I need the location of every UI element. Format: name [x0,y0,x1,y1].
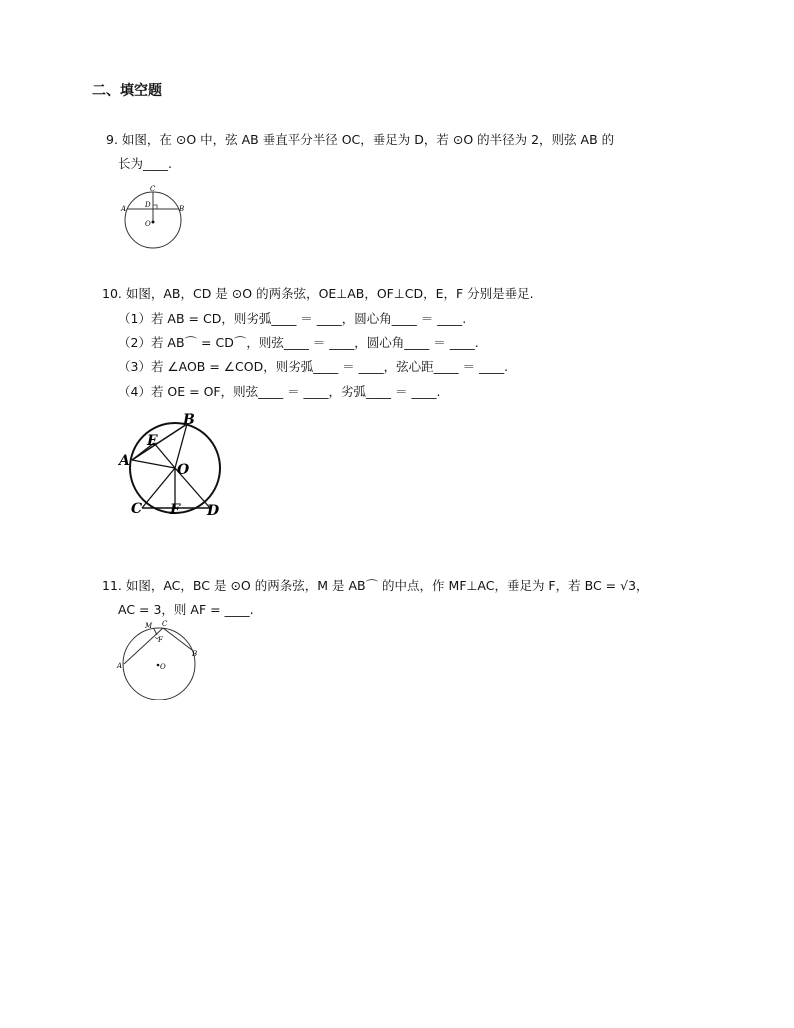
fig9-label-o: O [145,220,151,228]
fig9-label-b: B [179,205,185,213]
fig11-label-m: M [145,622,153,630]
fig9-label-a: A [121,205,127,213]
fig11-chord-ac [124,628,163,664]
fig9-right-angle-mark [153,205,157,209]
question-9-line-1: 9. 如图，在 ⊙O 中，弦 AB 垂直平分半径 OC，垂足为 D，若 ⊙O 的半径为 2，则弦 AB 的 [106,132,615,147]
question-10-part-1: （1）若 AB = CD，则劣弧____ ＝ ____，圆心角____ ＝ ____. [118,311,467,326]
question-10-part-4: （4）若 OE = OF，则弦____ ＝ ____，劣弧____ ＝ ____. [118,384,441,399]
fig10-label-d: D [207,503,220,519]
fig10-label-b: B [183,412,195,428]
fig11-label-o: O [160,663,166,671]
figure-q9-circle-diagram [116,182,192,252]
figure-q11-circle-diagram [114,620,204,700]
fig11-center-dot [157,664,160,667]
fig10-label-f: F [170,502,180,518]
question-10-stem: 10. 如图，AB，CD 是 ⊙O 的两条弦，OE⊥AB，OF⊥CD，E，F 分别是垂足. [102,286,534,301]
fig9-center-dot [152,221,155,224]
fig11-segment-mf [154,629,157,635]
fig10-label-a: A [119,453,130,469]
question-10-part-3: （3）若 ∠AOB = ∠COD，则劣弧____ ＝ ____，弦心距____ ＝ ____. [118,359,509,374]
figure-q10-circle-diagram [116,412,226,522]
question-11-line-2: AC = 3，则 AF = ____. [118,602,254,617]
fig11-label-c: C [162,620,168,628]
fig10-label-e: E [147,433,158,449]
question-11-line-1: 11. 如图，AC，BC 是 ⊙O 的两条弦，M 是 AB⌒ 的中点，作 MF⊥AC，垂足为 F，若 BC = √3， [102,578,649,593]
section-title: 二、填空题 [92,83,162,99]
fig10-label-o: O [177,462,190,478]
fig11-label-f: F [158,636,163,644]
fig9-label-d: D [145,201,151,209]
fig11-chord-bc [163,628,192,650]
fig10-label-c: C [131,501,143,517]
fig9-label-c: C [150,185,156,193]
question-10-part-2: （2）若 AB⌒ = CD⌒，则弦____ ＝ ____，圆心角____ ＝ ____. [118,335,479,350]
fig11-label-b: B [192,650,198,658]
fig11-label-a: A [117,662,123,670]
question-9-line-2: 长为____. [118,156,172,171]
